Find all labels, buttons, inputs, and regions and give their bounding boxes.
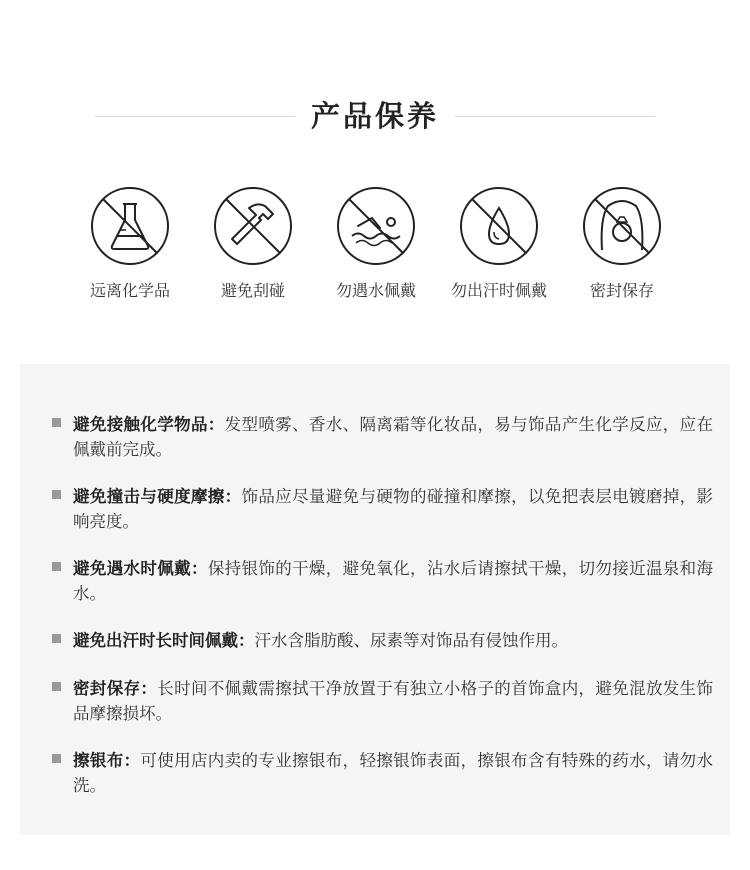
bullet-icon — [52, 634, 61, 643]
care-item-title: 避免出汗时长时间佩戴： — [73, 631, 255, 650]
swimmer-icon — [336, 186, 416, 266]
bullet-icon — [52, 682, 61, 691]
care-item-title: 密封保存： — [73, 679, 158, 698]
care-item-title: 避免撞击与硬度摩擦： — [73, 487, 242, 506]
care-icon-item — [188, 186, 318, 302]
care-icon-item — [65, 186, 195, 302]
care-icon-label: 远离化学品 — [89, 281, 170, 300]
flask-icon — [90, 186, 170, 266]
care-icon-label: 勿遇水佩戴 — [335, 281, 416, 300]
hammer-icon — [213, 186, 293, 266]
bullet-icon — [52, 562, 61, 571]
ring-box-icon — [582, 186, 662, 266]
care-item-title: 避免接触化学物品： — [73, 415, 225, 434]
care-instructions-panel — [20, 364, 730, 835]
care-item-title: 避免遇水时佩戴： — [73, 559, 208, 578]
care-item-body: 饰品应尽量避免与硬物的碰撞和摩擦，以免把表层电镀磨掉，影响亮度。 — [73, 487, 714, 531]
bullet-icon — [52, 418, 61, 427]
care-item-body: 长时间不佩戴需擦拭干净放置于有独立小格子的首饰盒内，避免混放发生饰品摩擦损坏。 — [73, 679, 714, 723]
care-icon-item — [311, 186, 441, 302]
drop-icon — [459, 186, 539, 266]
care-item-text — [73, 748, 713, 798]
care-item-text — [73, 412, 713, 462]
care-icon-label: 密封保存 — [589, 281, 654, 300]
care-icon-label: 勿出汗时佩戴 — [450, 281, 547, 300]
care-item-text — [73, 676, 713, 726]
bullet-icon — [52, 754, 61, 763]
care-item-text — [73, 628, 713, 653]
care-item-text — [73, 556, 713, 606]
page-title: 产品保养 — [310, 99, 439, 133]
title-divider-right — [455, 116, 655, 117]
page-title-section — [0, 96, 750, 136]
care-icons-row — [0, 186, 750, 316]
care-icon-item — [434, 186, 564, 302]
care-icon-label: 避免刮碰 — [220, 281, 285, 300]
care-item-body: 发型喷雾、香水、隔离霜等化妆品，易与饰品产生化学反应，应在佩戴前完成。 — [73, 415, 714, 459]
care-item-text — [73, 484, 713, 534]
care-item-body: 可使用店内卖的专业擦银布，轻擦银饰表面，擦银布含有特殊的药水，请勿水洗。 — [73, 751, 714, 795]
care-item-title: 擦银布： — [73, 751, 141, 770]
care-item-body: 汗水含脂肪酸、尿素等对饰品有侵蚀作用。 — [254, 631, 568, 650]
bullet-icon — [52, 490, 61, 499]
care-item-body: 保持银饰的干燥，避免氧化，沾水后请擦拭干燥，切勿接近温泉和海水。 — [73, 559, 714, 603]
care-icon-item — [557, 186, 687, 302]
